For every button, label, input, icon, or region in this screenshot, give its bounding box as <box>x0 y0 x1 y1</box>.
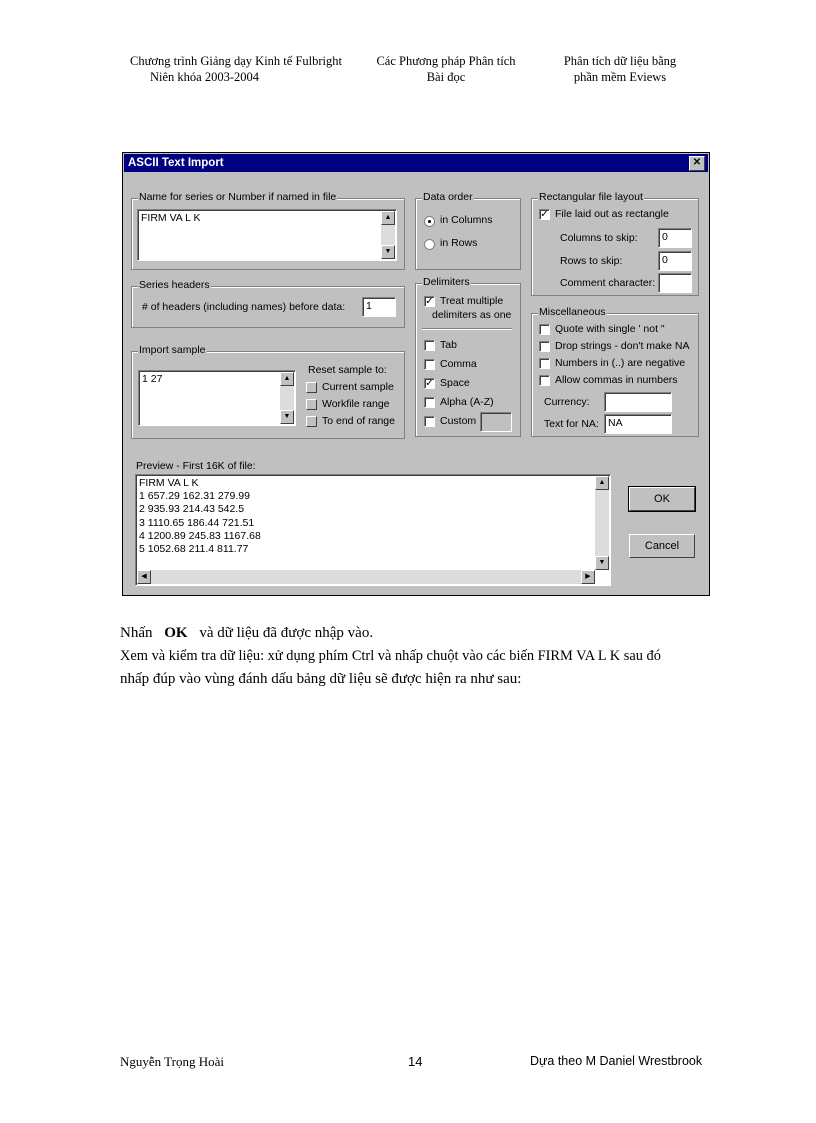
reset-end-label: To end of range <box>322 415 395 427</box>
space-label: Space <box>440 377 470 389</box>
na-text-label: Text for NA: <box>544 418 599 430</box>
data-order-title: Data order <box>423 191 473 203</box>
comma-label: Comma <box>440 358 477 370</box>
label-in-rows: in Rows <box>440 237 478 249</box>
header-reading: Bài đọc <box>426 70 466 84</box>
custom-label: Custom <box>440 415 477 427</box>
header-course: Các Phương pháp Phân tích <box>376 54 516 68</box>
preview-box[interactable]: FIRM VA L K 1 657.29 162.31 279.99 2 935.93 214.43 542.5 3 1110.65 186.44 721.51 4 1200.89 245.83 1167.68 5 1052.68 211.4 811.77 <box>135 474 611 586</box>
negative-numbers-checkbox[interactable] <box>539 358 550 369</box>
cols-skip-label: Columns to skip: <box>560 232 638 244</box>
series-names-input[interactable]: FIRM VA L K <box>137 209 397 261</box>
quote-label: Quote with single ' not " <box>555 323 665 335</box>
reset-workfile-label: Workfile range <box>322 398 390 410</box>
currency-input[interactable] <box>604 392 672 412</box>
treat-multiple-label: Treat multiple <box>440 295 504 307</box>
reset-sample-label: Reset sample to: <box>308 364 387 376</box>
footer-source: Dựa theo M Daniel Wrestbrook <box>530 1054 703 1068</box>
ok-keyword: OK <box>164 625 188 641</box>
cancel-button[interactable]: Cancel <box>629 534 695 558</box>
scroll-up-icon[interactable]: ▲ <box>381 211 395 225</box>
header-software: phần mềm Eviews <box>573 70 667 84</box>
rect-checkbox-label: File laid out as rectangle <box>555 208 669 220</box>
tab-checkbox[interactable] <box>424 340 435 351</box>
instruction-line-2: Xem và kiểm tra dữ liệu: xử dụng phím Ctrl và nhấp chuột vào các biến FIRM VA L K sau đó <box>120 648 661 664</box>
header-col1 <box>112 53 360 85</box>
footer-page-number: 14 <box>408 1054 423 1069</box>
rows-skip-input[interactable]: 0 <box>658 251 692 271</box>
quote-checkbox[interactable] <box>539 324 550 335</box>
names-group-title: Name for series or Number if named in file <box>139 191 337 203</box>
data-order-group <box>415 191 521 270</box>
imported-text: và dữ liệu đã được nhập vào. <box>199 625 374 641</box>
custom-checkbox[interactable] <box>424 416 435 427</box>
reset-workfile-button[interactable] <box>306 399 317 410</box>
radio-in-rows[interactable] <box>424 239 435 250</box>
comment-label: Comment character: <box>560 277 656 289</box>
misc-title: Miscellaneous <box>539 306 606 318</box>
rect-layout-group <box>531 191 699 296</box>
rect-layout-title: Rectangular file layout <box>539 191 643 203</box>
preview-hscrollbar[interactable] <box>137 570 595 584</box>
commas-label: Allow commas in numbers <box>555 374 678 386</box>
alpha-checkbox[interactable] <box>424 397 435 408</box>
header-col3 <box>540 53 700 85</box>
instruction-line-3: nhấp đúp vào vùng đánh dấu bảng dữ liệu sẽ được hiện ra như sau: <box>120 671 522 687</box>
comma-checkbox[interactable] <box>424 359 435 370</box>
ok-button[interactable]: OK <box>629 487 695 511</box>
scroll-up-icon[interactable]: ▲ <box>595 476 609 490</box>
import-sample-group <box>131 344 405 439</box>
tab-label: Tab <box>440 339 457 351</box>
currency-label: Currency: <box>544 396 590 408</box>
comment-input[interactable] <box>658 273 692 293</box>
header-topic: Phân tích dữ liệu bằng <box>563 54 677 68</box>
drop-strings-checkbox[interactable] <box>539 341 550 352</box>
import-sample-input[interactable]: 1 27 <box>138 370 296 426</box>
reset-current-button[interactable] <box>306 382 317 393</box>
na-text-input[interactable]: NA <box>604 414 672 434</box>
ascii-import-dialog <box>122 152 710 596</box>
negative-numbers-label: Numbers in (..) are negative <box>555 357 686 369</box>
import-sample-title: Import sample <box>139 344 206 356</box>
delimiters-title: Delimiters <box>423 276 470 288</box>
header-year: Niên khóa 2003-2004 <box>150 70 260 84</box>
press-word: Nhấn <box>120 625 153 641</box>
footer-author: Nguyễn Trọng Hoài <box>120 1054 225 1069</box>
drop-strings-label: Drop strings - don't make NA <box>555 340 690 352</box>
radio-in-columns[interactable] <box>424 216 435 227</box>
series-headers-group <box>131 279 405 328</box>
scroll-down-icon[interactable]: ▼ <box>280 410 294 424</box>
scroll-right-icon[interactable]: ▶ <box>581 570 595 584</box>
rect-checkbox[interactable]: ✓ <box>540 209 549 220</box>
alpha-label: Alpha (A-Z) <box>440 396 494 408</box>
header-program: Chương trình Giảng dạy Kinh tế Fulbright <box>130 54 342 68</box>
treat-multiple-label-2: delimiters as one <box>432 309 512 321</box>
scroll-down-icon[interactable]: ▼ <box>381 245 395 259</box>
scroll-left-icon[interactable]: ◀ <box>137 570 151 584</box>
headers-count-label: # of headers (including names) before data: <box>142 301 346 313</box>
close-icon[interactable]: ✕ <box>689 156 705 171</box>
treat-multiple-checkbox[interactable]: ✓ <box>425 296 434 307</box>
preview-scrollbar[interactable] <box>595 476 609 570</box>
dialog-title: ASCII Text Import <box>128 157 224 169</box>
cols-skip-input[interactable]: 0 <box>658 228 692 248</box>
names-group <box>131 191 405 270</box>
label-in-columns: in Columns <box>440 214 493 226</box>
names-scrollbar[interactable] <box>381 211 395 259</box>
custom-input[interactable] <box>480 412 512 432</box>
delimiters-group <box>415 276 521 437</box>
instruction-line-1 <box>120 622 373 645</box>
import-scrollbar[interactable] <box>280 372 294 424</box>
rows-skip-label: Rows to skip: <box>560 255 623 267</box>
misc-group <box>531 306 699 437</box>
commas-checkbox[interactable] <box>539 375 550 386</box>
reset-end-button[interactable] <box>306 416 317 427</box>
scroll-up-icon[interactable]: ▲ <box>280 372 294 386</box>
delimiters-divider <box>422 328 512 330</box>
scroll-down-icon[interactable]: ▼ <box>595 556 609 570</box>
series-headers-title: Series headers <box>139 279 210 291</box>
headers-count-input[interactable]: 1 <box>362 297 396 317</box>
dialog-titlebar <box>124 154 708 172</box>
preview-label: Preview - First 16K of file: <box>136 460 256 472</box>
space-checkbox[interactable]: ✓ <box>425 378 434 389</box>
reset-current-label: Current sample <box>322 381 394 393</box>
header-col2 <box>366 53 526 85</box>
